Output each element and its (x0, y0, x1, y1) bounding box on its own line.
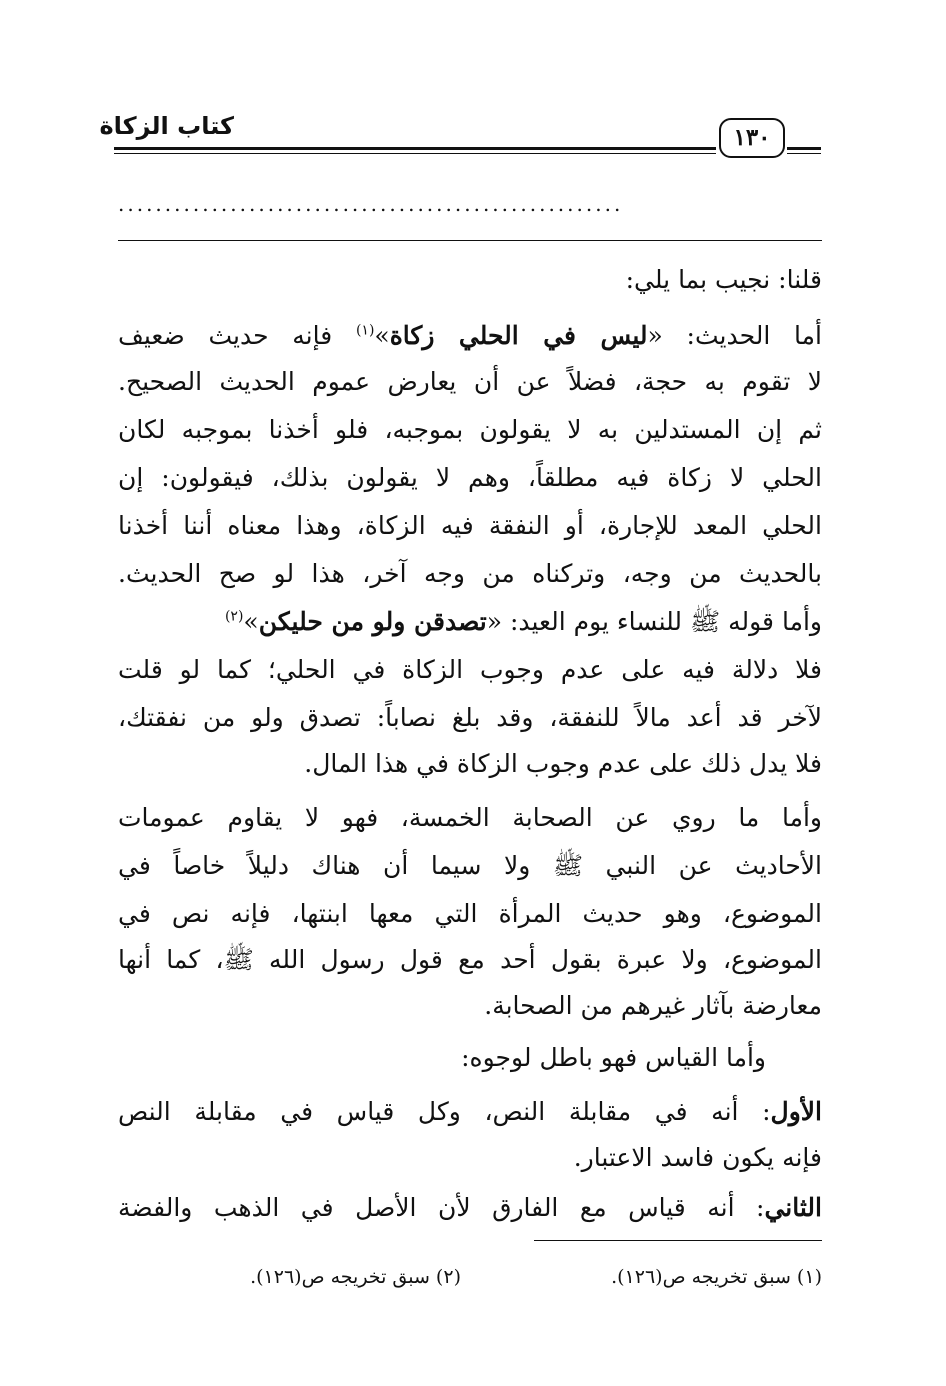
separator-dots: ...................................................... (118, 192, 624, 216)
text-line-18 (118, 1090, 822, 1134)
text-line-10: لآخر قد أعد مالاً للنفقة، وقد بلغ نصاباً: تصدق ولو من نفقتك، (118, 703, 822, 732)
hadith-quote-2: تصدقن ولو من حليكن (258, 607, 487, 636)
text-line-16: معارضة بآثار غيرهم من الصحابة. (484, 991, 822, 1020)
text-span: أما الحديث: « (647, 321, 822, 350)
text-span: وأما قوله ﷺ للنساء يوم العيد: « (486, 607, 822, 636)
text-line-9: فلا دلالة فيه على عدم وجوب الزكاة في الحلي؛ كما لو قلت (118, 655, 822, 684)
text-span: » (374, 321, 390, 350)
footnote-2: (٢) سبق تخريجه ص(١٢٦). (250, 1266, 461, 1288)
text-line-17: وأما القياس فهو باطل لوجوه: (461, 1043, 766, 1072)
page-number: ١٣٠ (719, 118, 785, 158)
text-line-15: الموضوع، ولا عبرة بقول أحد مع قول رسول الله ﷺ، كما أنها (118, 945, 822, 974)
text-line-1: قلنا: نجيب بما يلي: (625, 265, 822, 294)
text-line-11: فلا يدل ذلك على عدم وجوب الزكاة في هذا المال. (304, 749, 822, 778)
footnote-ref-1: (١) (355, 322, 375, 339)
footnote-ref-2: (٢) (224, 608, 244, 625)
text-line-14: الموضوع، وهو حديث المرأة التي معها ابنتها، فإنه نص في (118, 899, 822, 928)
text-line-13: الأحاديث عن النبي ﷺ ولا سيما أن هناك دليلاً خاصاً في (118, 851, 822, 880)
point-second-label: الثاني (764, 1193, 822, 1222)
text-line-19: فإنه يكون فاسد الاعتبار. (573, 1143, 822, 1172)
top-rule (118, 240, 822, 241)
text-line-8 (225, 600, 822, 644)
text-line-2 (118, 314, 822, 358)
text-line-4: ثم إن المستدلين به لا يقولون بموجبه، فلو أخذنا بموجبه لكان (118, 415, 822, 444)
point-first-label: الأول (770, 1097, 822, 1126)
footnote-1: (١) سبق تخريجه ص(١٢٦). (611, 1266, 822, 1288)
text-line-7: بالحديث من وجه، وتركناه من وجه آخر، هذا لو صح الحديث. (118, 559, 822, 588)
text-line-6: الحلي المعد للإجارة، أو النفقة فيه الزكاة، وهذا معناه أننا أخذنا (118, 511, 822, 540)
header-rule-thin (114, 153, 716, 154)
text-span: : أنه قياس مع الفارق لأن الأصل في الذهب والفضة (118, 1193, 765, 1222)
text-line-12: وأما ما روي عن الصحابة الخمسة، فهو لا يقاوم عمومات (118, 803, 822, 832)
header-rule (114, 147, 716, 150)
book-title: كتاب الزكاة (99, 112, 234, 140)
footnote-rule (534, 1240, 822, 1241)
text-line-20 (118, 1186, 822, 1230)
header-rule-right-thin (787, 153, 821, 154)
text-span: » (243, 607, 259, 636)
text-line-3: لا تقوم به حجة، فضلاً عن أن يعارض عموم الحديث الصحيح. (118, 367, 822, 396)
header-rule-right (787, 147, 821, 150)
text-line-5: الحلي لا زكاة فيه مطلقاً، وهم لا يقولون بذلك، فيقولون: إن (118, 463, 822, 492)
text-span: : أنه في مقابلة النص، وكل قياس في مقابلة النص (118, 1097, 771, 1126)
text-span: فإنه حديث ضعيف (118, 321, 356, 350)
hadith-quote-1: ليس في الحلي زكاة (389, 321, 648, 350)
